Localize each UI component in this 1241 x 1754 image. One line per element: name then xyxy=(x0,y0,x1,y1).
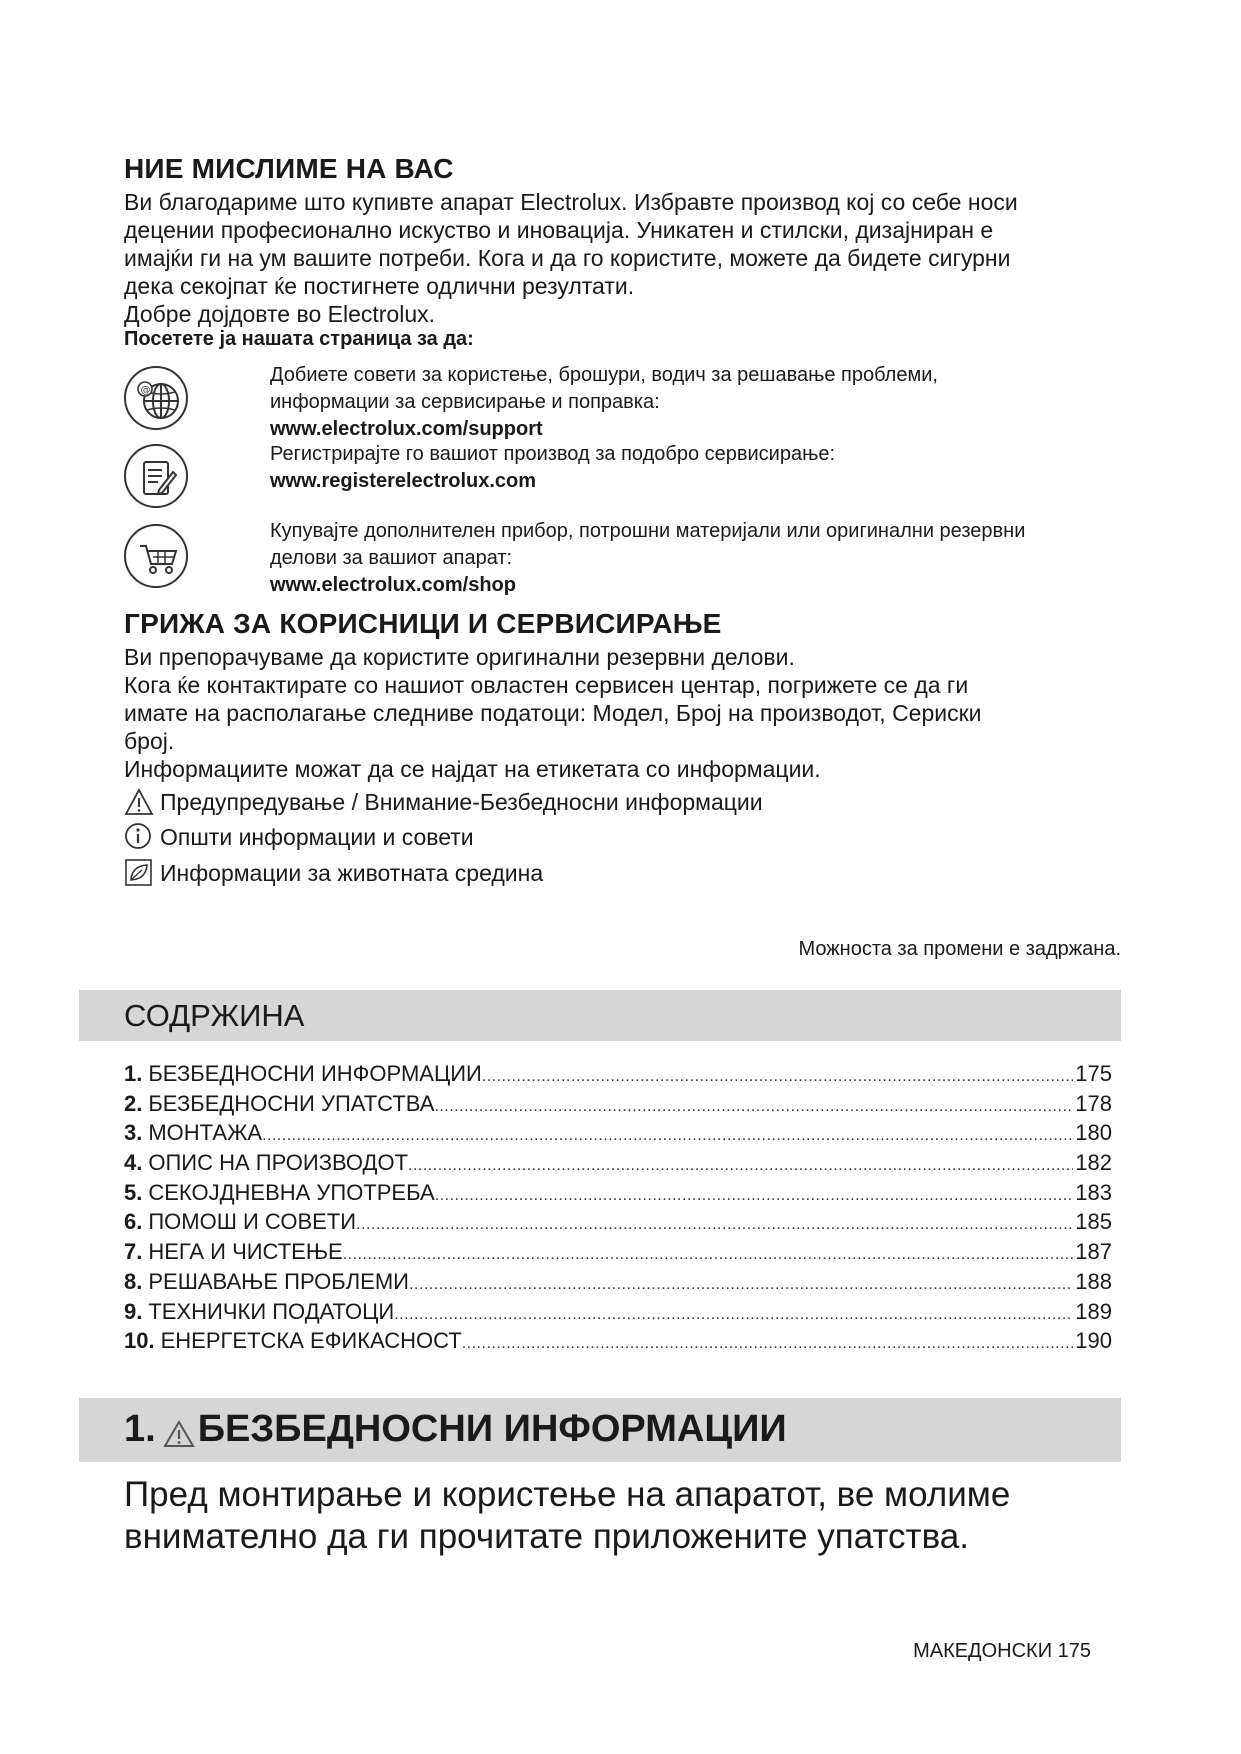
toc-row[interactable] xyxy=(124,1209,1112,1239)
toc-label: БЕЗБЕДНОСНИ УПАТСТВА xyxy=(148,1090,435,1116)
toc-number: 1. xyxy=(124,1061,143,1086)
shop-link-block xyxy=(270,518,1130,599)
page-footer: МАКЕДОНСКИ 175 xyxy=(913,1640,1091,1662)
toc-page: 180 xyxy=(1075,1120,1112,1146)
toc-number: 4. xyxy=(124,1150,143,1176)
toc-page: 182 xyxy=(1075,1150,1112,1176)
svg-text:@: @ xyxy=(140,385,151,396)
changes-reserved-note: Можноста за промени е задржана. xyxy=(798,938,1121,960)
care-line: број. xyxy=(124,728,175,754)
care-line: Ви препорачуваме да користите оригинални резервни делови. xyxy=(124,644,795,670)
toc-row[interactable] xyxy=(124,1180,1112,1210)
toc-row[interactable] xyxy=(124,1061,1112,1091)
toc-leader xyxy=(434,1091,1073,1117)
care-line: имате на располагање следниве податоци: Модел, Број на производот, Сериски xyxy=(124,700,982,726)
toc-leader xyxy=(409,1269,1073,1295)
toc-row[interactable] xyxy=(124,1091,1112,1121)
toc-page: 185 xyxy=(1075,1209,1112,1235)
leaf-icon xyxy=(124,858,154,888)
toc-page: 188 xyxy=(1075,1268,1112,1294)
intro-line: децении професионално искуство и иновација. Уникатен и стилски, дизајниран е xyxy=(124,217,994,243)
warning-triangle-icon xyxy=(162,1416,196,1446)
support-link-block xyxy=(270,362,1130,443)
shop-url-link[interactable]: www.electrolux.com/shop xyxy=(270,574,516,596)
heading-we-think: НИЕ МИСЛИМЕ НА ВАС xyxy=(124,153,454,184)
legend-info xyxy=(124,822,474,852)
support-url-link[interactable]: www.electrolux.com/support xyxy=(270,418,543,440)
intro-paragraph xyxy=(124,188,1104,328)
toc-page: 175 xyxy=(1075,1061,1112,1086)
safety-intro xyxy=(124,1474,1124,1558)
toc-label: НЕГА И ЧИСТЕЊЕ xyxy=(148,1239,343,1265)
toc-number: 8. xyxy=(124,1268,143,1294)
toc-leader xyxy=(482,1061,1073,1087)
toc-row[interactable] xyxy=(124,1328,1112,1358)
care-line: Кога ќе контактирате со нашиот овластен сервисен центар, погрижете се да ги xyxy=(124,672,969,698)
toc-label: ОПИС НА ПРОИЗВОДОТ xyxy=(148,1150,409,1176)
register-url-link[interactable]: www.registerelectrolux.com xyxy=(270,470,537,492)
toc-number: 2. xyxy=(124,1090,143,1116)
intro-line: имајќи ги на ум вашите потреби. Кога и да го користите, можете да бидете сигурни xyxy=(124,245,1011,271)
toc-row[interactable] xyxy=(124,1239,1112,1269)
link-description: Регистрирајте го вашиот производ за подобро сервисирање: xyxy=(270,443,836,465)
toc-label: ЕНЕРГЕТСКА ЕФИКАСНОСТ xyxy=(160,1328,462,1354)
toc-leader xyxy=(394,1299,1073,1325)
link-description: информации за сервисирање и поправка: xyxy=(270,391,660,413)
toc-page: 183 xyxy=(1075,1179,1112,1205)
toc-page: 187 xyxy=(1075,1239,1112,1265)
toc-page: 190 xyxy=(1075,1328,1112,1354)
warning-triangle-icon xyxy=(124,787,154,817)
intro-line: дека секојпат ќе постигнете одлични резултати. xyxy=(124,273,635,299)
intro-line: Ви благодариме што купивте апарат Electrolux. Избравте производ кој со себе носи xyxy=(124,189,1018,215)
toc-label: МОНТАЖА xyxy=(148,1120,263,1146)
toc-row[interactable] xyxy=(124,1150,1112,1180)
globe-icon xyxy=(124,366,188,430)
legend-environment xyxy=(124,858,543,888)
safety-heading xyxy=(124,1408,787,1451)
legend-text: Информации за животната средина xyxy=(160,860,544,886)
toc-row[interactable] xyxy=(124,1120,1112,1150)
contents-title: СОДРЖИНА xyxy=(124,998,305,1033)
toc-leader xyxy=(262,1120,1073,1146)
table-of-contents xyxy=(124,1061,1112,1358)
link-description: делови за вашиот апарат: xyxy=(270,547,513,569)
toc-number: 10. xyxy=(124,1328,155,1354)
toc-label: БЕЗБЕДНОСНИ ИНФОРМАЦИИ xyxy=(148,1061,482,1086)
safety-intro-line: внимателно да ги прочитате приложените упатства. xyxy=(124,1517,969,1556)
safety-intro-line: Пред монтирање и користење на апаратот, ве молиме xyxy=(124,1475,1011,1514)
toc-leader xyxy=(343,1239,1074,1265)
toc-label: РЕШАВАЊЕ ПРОБЛЕМИ xyxy=(148,1268,409,1294)
toc-row[interactable] xyxy=(124,1269,1112,1299)
toc-page: 189 xyxy=(1075,1298,1112,1324)
toc-number: 5. xyxy=(124,1179,143,1205)
shopping-cart-icon xyxy=(124,524,188,588)
toc-leader xyxy=(408,1150,1073,1176)
toc-number: 9. xyxy=(124,1298,143,1324)
toc-label: СЕКОЈДНЕВНА УПОТРЕБА xyxy=(148,1179,435,1205)
legend-text: Општи информации и совети xyxy=(160,824,474,850)
link-description: Добиете совети за користење, брошури, водич за решавање проблеми, xyxy=(270,364,938,386)
toc-leader xyxy=(435,1180,1074,1206)
care-line: Информациите можат да се најдат на етикетата со информации. xyxy=(124,756,821,782)
toc-page: 178 xyxy=(1075,1090,1112,1116)
toc-row[interactable] xyxy=(124,1299,1112,1329)
toc-label: ПОМОШ И СОВЕТИ xyxy=(148,1209,357,1235)
safety-number: 1. xyxy=(124,1408,156,1450)
heading-customer-care: ГРИЖА ЗА КОРИСНИЦИ И СЕРВИСИРАЊЕ xyxy=(124,608,722,639)
toc-number: 6. xyxy=(124,1209,143,1235)
visit-label: Посетете ја нашата страница за да: xyxy=(124,328,474,350)
info-icon xyxy=(124,822,154,852)
care-paragraph xyxy=(124,643,1104,783)
toc-number: 3. xyxy=(124,1120,143,1146)
toc-label: ТЕХНИЧКИ ПОДАТОЦИ xyxy=(148,1298,395,1324)
intro-line: Добре дојдовте во Electrolux. xyxy=(124,301,435,327)
safety-title-text: БЕЗБЕДНОСНИ ИНФОРМАЦИИ xyxy=(197,1408,787,1450)
link-description: Купувајте дополнителен прибор, потрошни материјали или оригинални резервни xyxy=(270,520,1026,542)
register-form-icon xyxy=(124,444,188,508)
legend-warning xyxy=(124,787,763,817)
toc-number: 7. xyxy=(124,1239,143,1265)
register-link-block xyxy=(270,441,1130,495)
toc-leader xyxy=(462,1328,1074,1354)
legend-text: Предупредување / Внимание-Безбедносни информации xyxy=(160,789,763,815)
toc-leader xyxy=(356,1209,1073,1235)
